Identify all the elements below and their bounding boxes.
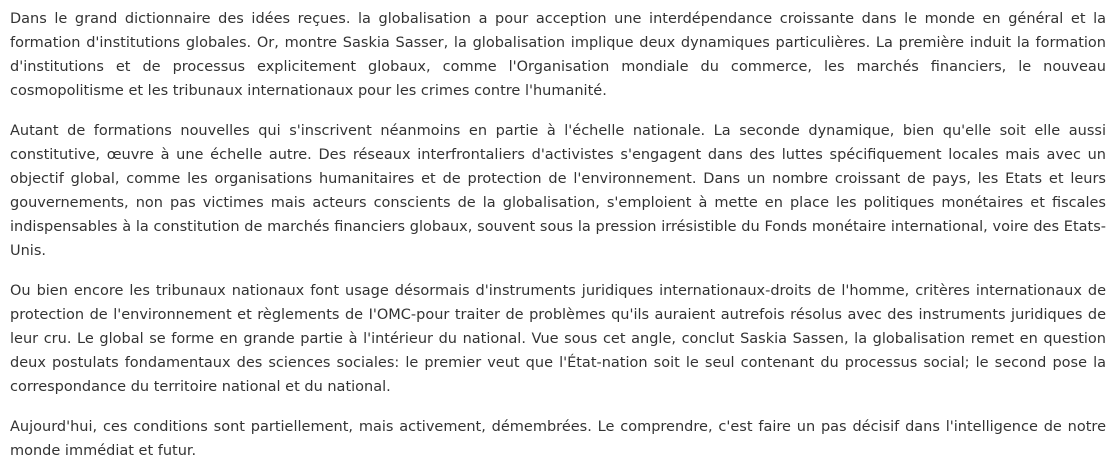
paragraph-2: Autant de formations nouvelles qui s'inscrivent néanmoins en partie à l'échelle nationale. La seconde dynamique, bien qu'elle soit elle aussi constitutive, œuvre à une échelle autre. Des réseaux interfrontaliers d'activistes s'engagent dans des luttes spécifiquement locales mais avec un objectif global, comme les organisations humanitaires et de protection de l'environnement. Dans un nombre croissant de pays, les Etats et leurs gouvernements, non pas victimes mais acteurs conscients de la globalisation, s'emploient à mette en place les politiques monétaires et fiscales indispensables à la constitution de marchés financiers globaux, souvent sous la pression irrésistible du Fonds monétaire international, voire des Etats-Unis. xyxy=(10,123,1106,259)
paragraph-1: Dans le grand dictionnaire des idées reçues. la globalisation a pour acception une interdépendance croissante dans le monde en général et la formation d'institutions globales. Or, montre Saskia Sasser, la globalisation implique deux dynamiques particulières. La première induit la formation d'institutions et de processus explicitement globaux, comme l'Organisation mondiale du commerce, les marchés financiers, le nouveau cosmopolitisme et les tribunaux internationaux pour les crimes contre l'humanité. xyxy=(10,11,1106,99)
paragraph-3: Ou bien encore les tribunaux nationaux font usage désormais d'instruments juridiques internationaux-droits de l'homme, critères internationaux de protection de l'environnement et règlements de I'OMC-pour traiter de problèmes qu'ils auraient autrefois résolus avec des instruments juridiques de leur cru. Le global se forme en grande partie à l'intérieur du national. Vue sous cet angle, conclut Saskia Sassen, la globalisation remet en question deux postulats fondamentaux des sciences sociales: le premier veut que l'État-nation soit le seul contenant du processus social; le second pose la correspondance du territoire national et du national. xyxy=(10,283,1106,395)
paragraph-4: Aujourd'hui, ces conditions sont partiellement, mais activement, démembrées. Le comprendre, c'est faire un pas décisif dans l'intelligence de notre monde immédiat et futur. xyxy=(10,419,1106,459)
